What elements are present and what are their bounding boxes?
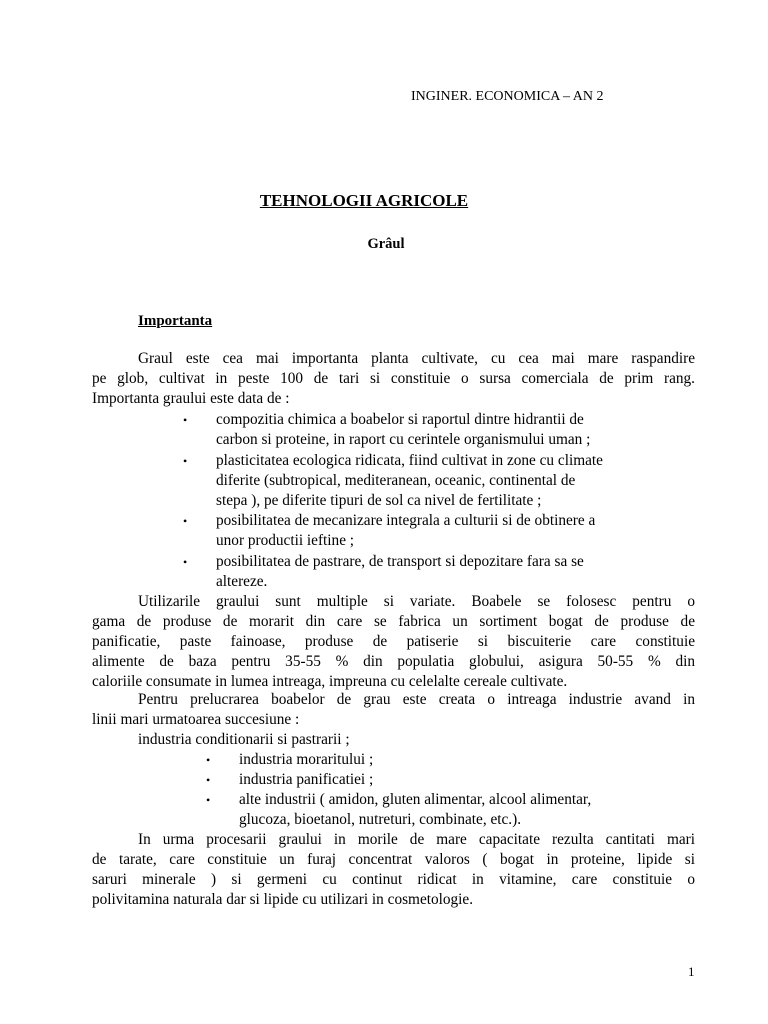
text-line: gama de produse de morarit din care se fabrica un sortiment bogat de produse de xyxy=(92,613,695,630)
text-line: altereze. xyxy=(216,573,268,590)
bullet-icon: • xyxy=(183,413,188,427)
text-line: saruri minerale ) si germeni cu continut ridicat in vitamine, care constituie o xyxy=(92,871,695,888)
bullet-icon: • xyxy=(183,555,188,569)
industry-paragraph xyxy=(92,690,695,730)
uses-paragraph xyxy=(92,592,695,692)
page-subtitle: Grâul xyxy=(367,236,405,252)
text-line: glucoza, bioetanol, nutreturi, combinate, etc.). xyxy=(239,811,522,828)
text-line: Graul este cea mai importanta planta cultivate, cu cea mai mare raspandire xyxy=(138,350,695,367)
text-line: Pentru prelucrarea boabelor de grau este creata o intreaga industrie avand in xyxy=(138,691,695,708)
text-line: Utilizarile graului sunt multiple si variate. Boabele se folosesc pentru o xyxy=(138,593,695,610)
text-line: unor productii ieftine ; xyxy=(216,532,355,549)
text-line: pe glob, cultivat in peste 100 de tari si constituie o sursa comerciala de prim rang. xyxy=(92,370,695,387)
text-line: polivitamina naturala dar si lipide cu utilizari in cosmetologie. xyxy=(92,891,474,908)
text-line: diferite (subtropical, mediteranean, oceanic, continental de xyxy=(216,472,576,489)
intro-paragraph xyxy=(92,349,695,409)
bullet-icon: • xyxy=(183,514,188,528)
processing-paragraph xyxy=(92,830,695,910)
text-line: panificatie, paste fainoase, produse de patiserie si biscuiterie care constituie xyxy=(92,633,695,650)
bullet-icon: • xyxy=(206,793,211,807)
page-number: 1 xyxy=(688,964,695,979)
text-line: posibilitatea de mecanizare integrala a culturii si de obtinere a xyxy=(216,512,596,529)
bullet-icon: • xyxy=(206,773,211,787)
industry-first-line: industria conditionarii si pastrarii ; xyxy=(138,731,350,748)
text-line: alte industrii ( amidon, gluten alimentar, alcool alimentar, xyxy=(239,791,592,808)
text-line: plasticitatea ecologica ridicata, fiind cultivat in zone cu climate xyxy=(216,452,603,469)
section-heading: Importanta xyxy=(138,313,213,329)
text-line: compozitia chimica a boabelor si raportul dintre hidrantii de xyxy=(216,411,584,428)
text-line: In urma procesarii graului in morile de mare capacitate rezulta cantitati mari xyxy=(138,831,695,848)
text-line: industria panificatiei ; xyxy=(239,771,374,788)
text-line: stepa ), pe diferite tipuri de sol ca nivel de fertilitate ; xyxy=(216,492,542,509)
text-line: linii mari urmatoarea succesiune : xyxy=(92,711,300,728)
text-line: industria moraritului ; xyxy=(239,751,374,768)
bullet-icon: • xyxy=(183,454,188,468)
text-line: posibilitatea de pastrare, de transport si depozitare fara sa se xyxy=(216,553,584,570)
text-line: carbon si proteine, in raport cu cerintele organismului uman ; xyxy=(216,431,591,448)
page-title: TEHNOLOGII AGRICOLE xyxy=(259,191,469,210)
text-line: de tarate, care constituie un furaj concentrat valoros ( bogat in proteine, lipide si xyxy=(92,851,695,868)
bullet-icon: • xyxy=(206,753,211,767)
text-line: caloriile consumate in lumea intreaga, impreuna cu celelalte cereale cultivate. xyxy=(92,673,568,690)
text-line: Importanta graului este data de : xyxy=(92,390,290,407)
course-header: INGINER. ECONOMICA – AN 2 xyxy=(411,89,604,104)
text-line: alimente de baza pentru 35-55 % din populatia globului, asigura 50-55 % din xyxy=(92,653,695,670)
